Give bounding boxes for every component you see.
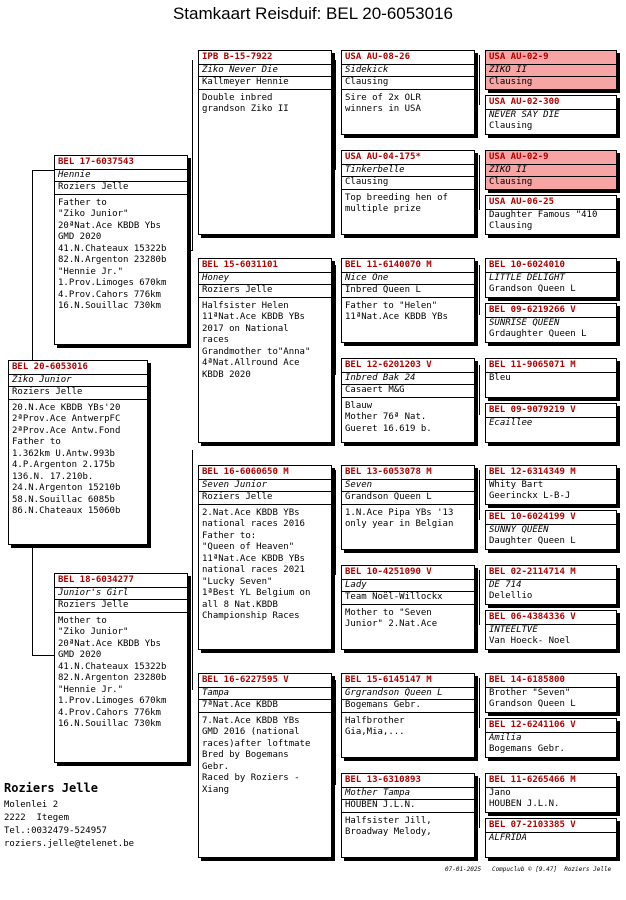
- pedigree-card-g4-8[interactable]: [341, 773, 475, 858]
- ring-number: BEL 13-6053078 M: [342, 466, 474, 480]
- info-text: Sire of 2x OLR winners in USA: [345, 92, 421, 114]
- breeder: Grdaughter Queen L: [489, 329, 587, 339]
- pigeon-name: Sidekick: [342, 65, 474, 78]
- pedigree-card-g4-4[interactable]: [341, 358, 475, 443]
- connector: [32, 170, 54, 171]
- pedigree-card-g5-12[interactable]: [485, 610, 617, 650]
- ring-number: BEL 11-9065071 M: [486, 359, 616, 373]
- pigeon-name: Ziko Junior: [9, 375, 147, 388]
- ring-number: BEL 06-4384336 V: [486, 611, 616, 625]
- pedigree-card-g5-9[interactable]: [485, 465, 617, 505]
- ring-number: BEL 12-6241106 V: [486, 719, 616, 733]
- breeder: Clausing: [342, 77, 474, 90]
- pigeon-name: ZIKO II: [486, 65, 616, 78]
- pigeon-name: DE 714: [489, 579, 522, 590]
- connector: [335, 60, 336, 170]
- ring-number: BEL 18-6034277: [55, 574, 187, 588]
- pedigree-card-mm[interactable]: [198, 673, 332, 858]
- pedigree-card-father[interactable]: [54, 155, 188, 345]
- ring-number: BEL 12-6314349 M: [486, 466, 616, 480]
- ring-number: BEL 16-6227595 V: [199, 674, 331, 688]
- pigeon-name: SUNRISE QUEEN: [489, 317, 560, 328]
- ring-number: BEL 12-6201203 V: [342, 359, 474, 373]
- pigeon-name: ZIKO II: [486, 165, 616, 178]
- pedigree-card-subject[interactable]: [8, 360, 148, 545]
- info-text: Top breeding hen of multiple prize: [345, 192, 448, 214]
- pigeon-name: SUNNY QUEEN: [489, 524, 549, 535]
- connector: [192, 450, 193, 690]
- ring-number: BEL 09-9079219 V: [486, 404, 616, 418]
- info-text: Mother to "Ziko Junior" 20ªNat.Ace KBDB Ybs GMD 2020 41.N.Chateaux 15322b 82.N.Argenton 23280b "Hennie Jr." 1.Prov.Limoges 670km 4.Prov.Cahors 776km 16.N.Souillac 730km: [58, 615, 167, 729]
- pigeon-name: Brother "Seven": [489, 687, 571, 698]
- owner-city: 2222 Itegem: [4, 813, 70, 823]
- breeder: Grandson Queen L: [489, 699, 576, 709]
- breeder: Geerinckx L-B-J: [489, 491, 571, 501]
- ring-number: USA AU-04-175*: [342, 151, 474, 165]
- info-text: Double inbred grandson Ziko II: [202, 92, 289, 114]
- pedigree-card-g4-6[interactable]: [341, 565, 475, 650]
- pigeon-name: Grgrandson Queen L: [342, 688, 474, 701]
- ring-number: BEL 07-2103385 V: [486, 819, 616, 833]
- breeder: Van Hoeck- Noel: [489, 636, 571, 646]
- pedigree-card-g5-6[interactable]: [485, 303, 617, 343]
- owner-street: Molenlei 2: [4, 800, 59, 810]
- breeder: HOUBEN J.L.N.: [342, 800, 474, 813]
- breeder: Grandson Queen L: [342, 492, 474, 505]
- pedigree-card-g5-14[interactable]: [485, 718, 617, 758]
- pigeon-name: NEVER SAY DIE: [489, 109, 560, 120]
- owner-info: [4, 782, 134, 851]
- pedigree-card-mother[interactable]: [54, 573, 188, 763]
- ring-number: BEL 11-6265466 M: [486, 774, 616, 788]
- connector: [32, 170, 33, 360]
- breeder: Grandson Queen L: [489, 284, 576, 294]
- breeder: HOUBEN J.L.N.: [489, 799, 560, 809]
- footer-credit: 07-01-2025 Compuclub © [9.47] Roziers Jelle: [445, 866, 612, 873]
- pedigree-card-g5-2[interactable]: [485, 95, 617, 135]
- pigeon-name: Hennie: [55, 170, 187, 183]
- connector: [479, 778, 480, 828]
- connector: [32, 545, 33, 655]
- connector: [32, 655, 54, 656]
- breeder: Casaert M&G: [342, 385, 474, 398]
- owner-phone: Tel.:0032479-524957: [4, 826, 107, 836]
- info-text: Halfbrother Gia,Mia,...: [345, 715, 405, 737]
- pedigree-card-g5-13[interactable]: [485, 673, 617, 713]
- pedigree-card-g5-15[interactable]: [485, 773, 617, 813]
- pigeon-name: Ziko Never Die: [199, 65, 331, 78]
- breeder: Kallmeyer Hennie: [199, 77, 331, 90]
- ring-number: BEL 11-6140070 M: [342, 259, 474, 273]
- breeder: 7ªNat.Ace KBDB: [199, 700, 331, 713]
- breeder: Roziers Jelle: [9, 387, 147, 400]
- pedigree-card-g4-2[interactable]: [341, 150, 475, 235]
- pigeon-name: ALFRIDA: [489, 832, 527, 843]
- info-text: 1.N.Ace Pipa YBs '13 only year in Belgian: [345, 507, 454, 529]
- connector: [335, 680, 336, 785]
- ring-number: USA AU-08-26: [342, 51, 474, 65]
- pigeon-name: Inbred Bak 24: [342, 373, 474, 386]
- pedigree-card-ff[interactable]: [198, 50, 332, 235]
- breeder: Delellio: [489, 591, 533, 601]
- breeder: Daughter Queen L: [489, 536, 576, 546]
- info-text: Halfsister Jill, Broadway Melody,: [345, 815, 432, 837]
- pigeon-name: Jano: [489, 787, 511, 798]
- pedigree-card-g4-3[interactable]: [341, 258, 475, 343]
- connector: [479, 470, 480, 520]
- owner-name: Roziers Jelle: [4, 781, 98, 795]
- breeder: Clausing: [489, 77, 533, 87]
- connector: [479, 678, 480, 728]
- breeder: Roziers Jelle: [55, 182, 187, 195]
- pedigree-card-g5-4[interactable]: [485, 195, 617, 235]
- pigeon-name: Daughter Famous "410: [489, 209, 598, 220]
- pedigree-card-g5-11[interactable]: [485, 565, 617, 605]
- pedigree-card-g4-1[interactable]: [341, 50, 475, 135]
- pigeon-name: INTEELTVE: [489, 624, 538, 635]
- pigeon-name: Honey: [199, 273, 331, 286]
- pigeon-name: Tinkerbelle: [342, 165, 474, 178]
- ring-number: BEL 10-6024010: [486, 259, 616, 273]
- pigeon-name: Seven: [342, 480, 474, 493]
- breeder: Inbred Queen L: [342, 285, 474, 298]
- ring-number: BEL 02-2114714 M: [486, 566, 616, 580]
- connector: [479, 365, 480, 415]
- pigeon-name: Amilia: [489, 732, 522, 743]
- ring-number: BEL 13-6310893: [342, 774, 474, 788]
- info-text: Mother to "Seven Junior" 2.Nat.Ace: [345, 607, 438, 629]
- connector: [479, 155, 480, 210]
- pigeon-name: Junior's Girl: [55, 588, 187, 601]
- connector: [479, 265, 480, 315]
- ring-number: BEL 16-6060650 M: [199, 466, 331, 480]
- pigeon-name: Bleu: [489, 372, 511, 383]
- ring-number: BEL 17-6037543: [55, 156, 187, 170]
- ring-number: USA AU-02-300: [486, 96, 616, 110]
- breeder: Clausing: [489, 221, 533, 231]
- ring-number: BEL 09-6219266 V: [486, 304, 616, 318]
- ring-number: BEL 15-6145147 M: [342, 674, 474, 688]
- pigeon-name: LITTLE DELIGHT: [489, 272, 565, 283]
- connector: [335, 470, 336, 575]
- ring-number: BEL 14-6185800: [486, 674, 616, 688]
- pedigree-card-mf[interactable]: [198, 465, 332, 650]
- page-title: Stamkaart Reisduif: BEL 20-6053016: [172, 4, 454, 23]
- ring-number: USA AU-02-9: [486, 151, 616, 165]
- pigeon-name: Tampa: [199, 688, 331, 701]
- info-text: 2.Nat.Ace KBDB YBs national races 2016 Father to: "Queen of Heaven" 11ªNat.Ace KBDB YBs national races 2021 "Lucky Seven" 1ªBest YL Belgium on all 8 Nat.KBDB Championship Races: [202, 507, 311, 621]
- info-text: Halfsister Helen 11ªNat.Ace KBDB YBs 2017 on National races Grandmother to"Anna" 4ªNat.Allround Ace KBDB 2020: [202, 300, 311, 380]
- pigeon-name: Lady: [342, 580, 474, 593]
- pedigree-card-fm[interactable]: [198, 258, 332, 443]
- breeder: Roziers Jelle: [55, 600, 187, 613]
- pedigree-card-g5-7[interactable]: [485, 358, 617, 398]
- info-text: Blauw Mother 76ª Nat. Gueret 16.619 b.: [345, 400, 432, 434]
- pedigree-card-g5-16[interactable]: [485, 818, 617, 858]
- connector: [479, 570, 480, 625]
- info-text: Father to "Helen" 11ªNat.Ace KBDB YBs: [345, 300, 448, 322]
- ring-number: USA AU-06-25: [486, 196, 616, 210]
- connector: [188, 250, 193, 251]
- info-text: 20.N.Ace KBDB YBs'20 2ªProv.Ace AntwerpFC 2ªProv.Ace Antw.Fond Father to 1.362km U.Antw.993b 4.P.Argenton 2.175b 136.N. 17.210b. 24.N.Argenton 15210b 58.N.Souillac 6085b 86.N.Chateaux 15060b: [12, 402, 121, 516]
- pedigree-card-g5-8[interactable]: [485, 403, 617, 443]
- ring-number: USA AU-02-9: [486, 51, 616, 65]
- pedigree-card-g4-5[interactable]: [341, 465, 475, 550]
- connector: [479, 55, 480, 105]
- owner-email[interactable]: roziers.jelle@telenet.be: [4, 839, 135, 849]
- ring-number: BEL 15-6031101: [199, 259, 331, 273]
- breeder: Bogemans Gebr.: [342, 700, 474, 713]
- breeder: Clausing: [489, 177, 533, 187]
- pigeon-name: Ecaillee: [489, 417, 533, 428]
- connector: [335, 265, 336, 375]
- ring-number: BEL 20-6053016: [9, 361, 147, 375]
- breeder: Roziers Jelle: [199, 492, 331, 505]
- ring-number: BEL 10-4251090 V: [342, 566, 474, 580]
- pigeon-name: Seven Junior: [199, 480, 331, 493]
- ring-number: BEL 10-6024199 V: [486, 511, 616, 525]
- breeder: Bogemans Gebr.: [489, 744, 565, 754]
- pigeon-name: Mother Tampa: [342, 788, 474, 801]
- breeder: Clausing: [342, 177, 474, 190]
- pedigree-card-g5-5[interactable]: [485, 258, 617, 298]
- ring-number: IPB B-15-7922: [199, 51, 331, 65]
- pedigree-card-g4-7[interactable]: [341, 673, 475, 758]
- pigeon-name: Whity Bart: [489, 479, 544, 490]
- breeder: Roziers Jelle: [199, 285, 331, 298]
- breeder: Team Noël-Willockx: [342, 592, 474, 605]
- info-text: 7.Nat.Ace KBDB YBs GMD 2016 (national races)after loftmate Bred by Bogemans Gebr. Raced by Roziers - Xiang: [202, 715, 311, 795]
- connector: [192, 60, 193, 250]
- pigeon-name: Nice One: [342, 273, 474, 286]
- pedigree-card-g5-3[interactable]: [485, 150, 617, 190]
- pedigree-card-g5-10[interactable]: [485, 510, 617, 550]
- breeder: Clausing: [489, 121, 533, 131]
- info-text: Father to "Ziko Junior" 20ªNat.Ace KBDB Ybs GMD 2020 41.N.Chateaux 15322b 82.N.Argenton 23280b "Hennie Jr." 1.Prov.Limoges 670km 4.Prov.Cahors 776km 16.N.Souillac 730km: [58, 197, 167, 311]
- pedigree-card-g5-1[interactable]: [485, 50, 617, 90]
